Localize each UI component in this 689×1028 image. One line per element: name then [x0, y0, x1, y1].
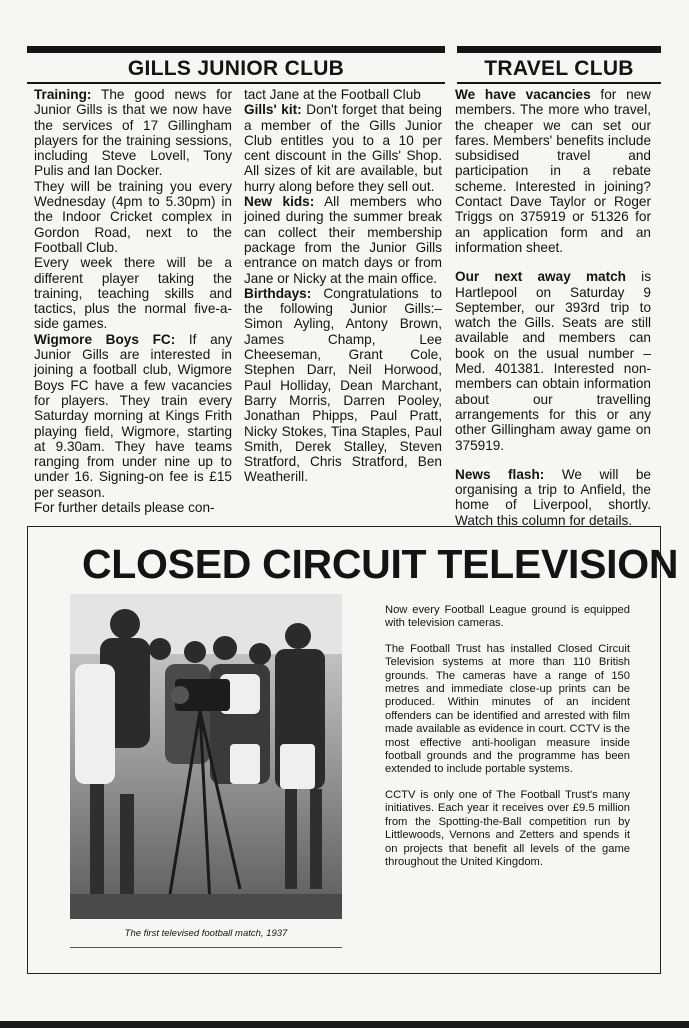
news-flash-paragraph: [455, 467, 651, 528]
page-bottom-bar: [0, 1021, 689, 1028]
training-paragraph-3: Every week there will be a different player taking the training, teaching skills and tactics, plus the normal five-a-side games.: [34, 255, 232, 332]
junior-club-title: GILLS JUNIOR CLUB: [127, 57, 345, 80]
televised-match-photo: [70, 594, 342, 919]
contact-continued: tact Jane at the Football Club: [244, 87, 421, 102]
wigmore-text: If any Junior Gills are interested in joining a football club, Wigmore Boys FC have a few vacancies for players. They train every Saturday morning at Kings Frith playing field, Wigmore, starting at 9.30am. They have teams ranging from under nine up to under 16. Signing-on fee is £15 per season.: [34, 331, 232, 500]
wigmore-paragraph: [34, 332, 232, 500]
travel-club-title-underline: [457, 82, 661, 84]
vacancies-text: for new members. The more who travel, the cheaper we can set our fares. Members' benefits include subsidised travel and participation in a rebate scheme. Interested in joining? Contact Dave Taylor or Roger Triggs on 375919 or 51326 for an application form and an information sheet.: [455, 87, 652, 255]
cctv-body: [385, 604, 630, 881]
photo-caption: The first televised football match, 1937: [124, 928, 288, 939]
wigmore-heading: Wigmore Boys FC:: [34, 331, 176, 347]
caption-rule: [70, 947, 342, 948]
birthdays-heading: Birthdays:: [244, 285, 312, 301]
birthdays-text: Congratulations to the following Junior Gills:– Simon Ayling, Antony Brown, James Champ, Lee Cheeseman, Grant Cole, Stephen Darr, Neil Horwood, Paul Holliday, Dean Marchant, Barry Morris, Darren Pooley, Jonathan Phipps, Paul Pratt, Nicky Stokes, Tina Staples, Paul Smith, Derek Stalley, Steven Stratford, Chris Stratford, Ben Weatherill.: [244, 285, 442, 485]
kit-heading: Gills' kit:: [244, 102, 302, 118]
kit-text: Don't forget that being a member of the Gills Junior Club entitles you to a 10 per cent discount in the Gills' Shop. All sizes of kit are available, but hurry along before they sell out.: [244, 102, 442, 194]
away-match-paragraph: [455, 269, 651, 453]
junior-club-column-2: [244, 87, 442, 485]
kit-paragraph: [244, 102, 442, 194]
vacancies-paragraph: [455, 87, 651, 255]
junior-club-title-underline: [27, 82, 445, 84]
junior-club-top-rule: [27, 46, 445, 53]
news-flash-heading: News flash:: [455, 466, 545, 482]
away-match-text: is Hartlepool on Saturday 9 September, our 393rd trip to watch the Gills. Seats are still available and members can book on the usual number – Med. 401381. Interested non-members can obtain information about our travelling arrangements for this or any other Gillingham away game on 375919.: [455, 269, 651, 453]
birthdays-paragraph: [244, 286, 442, 485]
away-match-heading: Our next away match: [455, 269, 626, 285]
vacancies-heading: We have vacancies: [455, 87, 591, 102]
news-flash-text: We will be organising a trip to Anfield, the home of Liverpool, shortly. Watch this column for details.: [455, 466, 651, 528]
new-kids-heading: New kids:: [244, 194, 315, 210]
further-details: For further details please con-: [34, 500, 215, 516]
cctv-paragraph-3: CCTV is only one of The Football Trust's many initiatives. Each year it receives over £9.5 million from the Spotting-the-Ball competition run by Littlewoods, Vernons and Zetters and spends it on projects that benefit all levels of the game throughout the United Kingdom.: [385, 788, 630, 868]
training-paragraph: [34, 87, 232, 179]
travel-club-title: TRAVEL CLUB: [484, 57, 634, 80]
travel-club-column: [455, 87, 651, 528]
junior-club-column-1: [34, 87, 232, 515]
training-paragraph-2: They will be training you every Wednesday (4pm to 5.30pm) in the Indoor Cricket complex in Gordon Road, next to the Football Club.: [34, 178, 232, 255]
training-heading: Training:: [34, 87, 92, 102]
cctv-title: CLOSED CIRCUIT TELEVISION: [82, 541, 679, 587]
new-kids-text: All members who joined during the summer break can collect their membership package from the Junior Gills entrance on match days or from Jane or Nicky at the main office.: [244, 194, 442, 286]
cctv-paragraph-1: Now every Football League ground is equipped with television cameras.: [385, 604, 630, 630]
cctv-paragraph-2: The Football Trust has installed Closed Circuit Television systems at more than 110 British grounds. The cameras have a range of 150 metres and immediate close-up prints can be produced. Within minutes of an incident offenders can be identified and arrested with film made available as evidence in court. CCTV is the most effective anti-hooligan measure inside football grounds and the programme has been extended to include portable systems.: [385, 642, 630, 776]
training-text: The good news for Junior Gills is that we now have the services of 17 Gillingham players for the training sessions, including Steve Lovell, Tony Pulis and Ian Docker.: [34, 87, 232, 179]
travel-club-top-rule: [457, 46, 661, 53]
new-kids-paragraph: [244, 194, 442, 286]
photo-illustration: [70, 594, 342, 919]
